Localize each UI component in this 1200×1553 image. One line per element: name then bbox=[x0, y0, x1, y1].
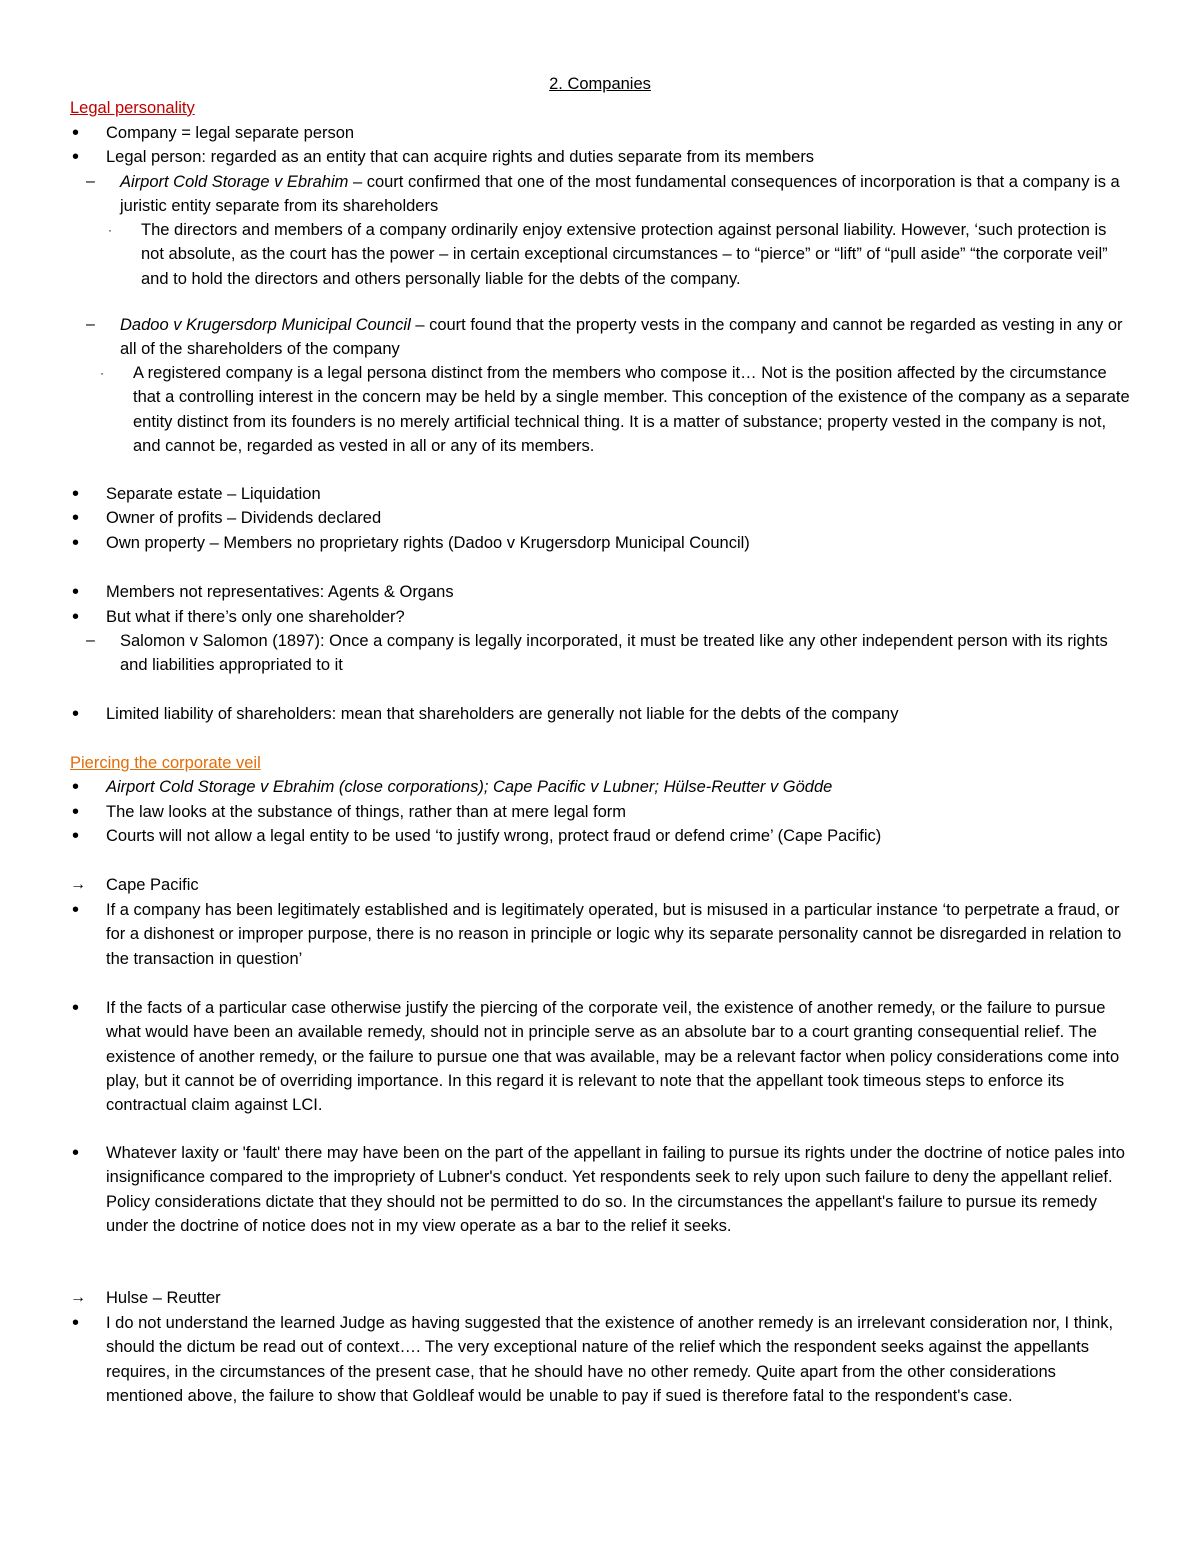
arrow-item-label: Hulse – Reutter bbox=[106, 1289, 221, 1307]
list-item-text: If the facts of a particular case otherwise justify the piercing of the corporate veil, the existence of another remedy, or the failure to pursue what would have been an available remedy, should not in principle serve as an absolute bar to a court granting consequential relief. The existence of another remedy, or the failure to pursue one that was available, may be a relevant factor when policy considerations come into play, but it cannot be of overriding importance. In this regard it is relevant to note that the appellant took timeous steps to enforce its contractual claim against LCI. bbox=[106, 999, 1120, 1115]
bullet-icon: • bbox=[72, 899, 80, 921]
bullet-icon: • bbox=[72, 801, 80, 823]
case-text bbox=[120, 170, 1130, 219]
list-item-text: Owner of profits – Dividends declared bbox=[106, 509, 382, 527]
bullet-icon: • bbox=[72, 532, 80, 554]
arrow-item-label: Cape Pacific bbox=[106, 876, 199, 894]
list-item-text: I do not understand the learned Judge as having suggested that the existence of another remedy is an irrelevant consideration nor, I think, should the dictum be read out of context…. The very exceptional nature of the relief which the respondent seeks against the appellants requires, in the circumstances of the present case, that he should have no other remedy. Quite apart from the other considerations mentioned above, the failure to show that Goldleaf would be unable to pay if sued is therefore fatal to the respondent's case. bbox=[106, 1314, 1114, 1405]
list-item-text: Airport Cold Storage v Ebrahim (close corporations); Cape Pacific v Lubner; Hülse-Reutter v Gödde bbox=[106, 778, 833, 796]
bullet-icon: • bbox=[72, 776, 80, 798]
case-text bbox=[120, 313, 1130, 362]
dash-icon: – bbox=[86, 316, 95, 333]
arrow-right-icon: → bbox=[70, 876, 86, 893]
list-item-text: Legal person: regarded as an entity that can acquire rights and duties separate from its members bbox=[106, 148, 815, 166]
section-heading-piercing: Piercing the corporate veil bbox=[70, 754, 261, 772]
case-name: Dadoo v Krugersdorp Municipal Council bbox=[120, 316, 411, 334]
bullet-icon: • bbox=[72, 122, 80, 144]
case-name: Airport Cold Storage v Ebrahim bbox=[120, 173, 349, 191]
dash-icon: – bbox=[86, 632, 95, 649]
section-heading-legal-personality: Legal personality bbox=[70, 99, 195, 117]
list-item-text: Separate estate – Liquidation bbox=[106, 485, 321, 503]
small-bullet-icon: · bbox=[108, 223, 112, 237]
bullet-icon: • bbox=[72, 997, 80, 1019]
bullet-icon: • bbox=[72, 483, 80, 505]
bullet-icon: • bbox=[72, 1312, 80, 1334]
bullet-icon: • bbox=[72, 146, 80, 168]
bullet-icon: • bbox=[72, 1142, 80, 1164]
bullet-icon: • bbox=[72, 825, 80, 847]
arrow-right-icon: → bbox=[70, 1289, 86, 1306]
bullet-icon: • bbox=[72, 703, 80, 725]
list-item-text: Own property – Members no proprietary rights (Dadoo v Krugersdorp Municipal Council) bbox=[106, 534, 750, 552]
list-item-text: But what if there’s only one shareholder? bbox=[106, 608, 405, 626]
small-bullet-icon: · bbox=[100, 366, 104, 380]
dash-icon: – bbox=[86, 173, 95, 190]
bullet-icon: • bbox=[72, 581, 80, 603]
list-item-text: Whatever laxity or 'fault' there may have been on the part of the appellant in failing to pursue its rights under the doctrine of notice pales into insignificance compared to the impropriety of Lubner's conduct. Yet respondents seek to rely upon such failure to deny the appellant relief. Policy considerations dictate that they should not be permitted to do so. In the circumstances the appellant's failure to pursue its remedy under the doctrine of notice does not in my view operate as a bar to the relief it seeks. bbox=[106, 1144, 1125, 1235]
list-item-text: If a company has been legitimately established and is legitimately operated, but is misused in a particular instance ‘to perpetrate a fraud, or for a dishonest or improper purpose, there is no reason in principle or logic why its separate personality cannot be disregarded in relation to the transaction in question’ bbox=[106, 901, 1122, 968]
list-item-text: The law looks at the substance of things, rather than at mere legal form bbox=[106, 803, 627, 821]
case-description: – court found that the property vests in the company and cannot be regarded as vesting in any or all of the shareholders of the company bbox=[120, 316, 1123, 359]
page-title: 2. Companies bbox=[549, 75, 651, 93]
list-item-text: Limited liability of shareholders: mean that shareholders are generally not liable for the debts of the company bbox=[106, 705, 899, 723]
list-item-text: Company = legal separate person bbox=[106, 124, 355, 142]
quote-text: A registered company is a legal persona distinct from the members who compose it… Not is the position affected by the circumstance that a controlling interest in the concern may be held by a single member. This conception of the existence of the company as a separate entity distinct from its founders is no merely artificial technical thing. It is a matter of substance; property vested in the company is not, and cannot be, regarded as vested in all or any of its members. bbox=[133, 364, 1130, 455]
list-item-text: Members not representatives: Agents & Organs bbox=[106, 583, 454, 601]
quote-text: The directors and members of a company ordinarily enjoy extensive protection against personal liability. However, ‘such protection is not absolute, as the court has the power – in certain exceptional circumstances – to “pierce” or “lift” of “pull aside” “the corporate veil” and to hold the directors and others personally liable for the debts of the company. bbox=[141, 221, 1108, 288]
bullet-icon: • bbox=[72, 507, 80, 529]
list-item-text: Courts will not allow a legal entity to be used ‘to justify wrong, protect fraud or defend crime’ (Cape Pacific) bbox=[106, 827, 882, 845]
bullet-icon: • bbox=[72, 606, 80, 628]
case-text: Salomon v Salomon (1897): Once a company is legally incorporated, it must be treated like any other independent person with its rights and liabilities appropriated to it bbox=[120, 632, 1108, 675]
case-description: – court confirmed that one of the most fundamental consequences of incorporation is that a company is a juristic entity separate from its shareholders bbox=[120, 173, 1120, 216]
